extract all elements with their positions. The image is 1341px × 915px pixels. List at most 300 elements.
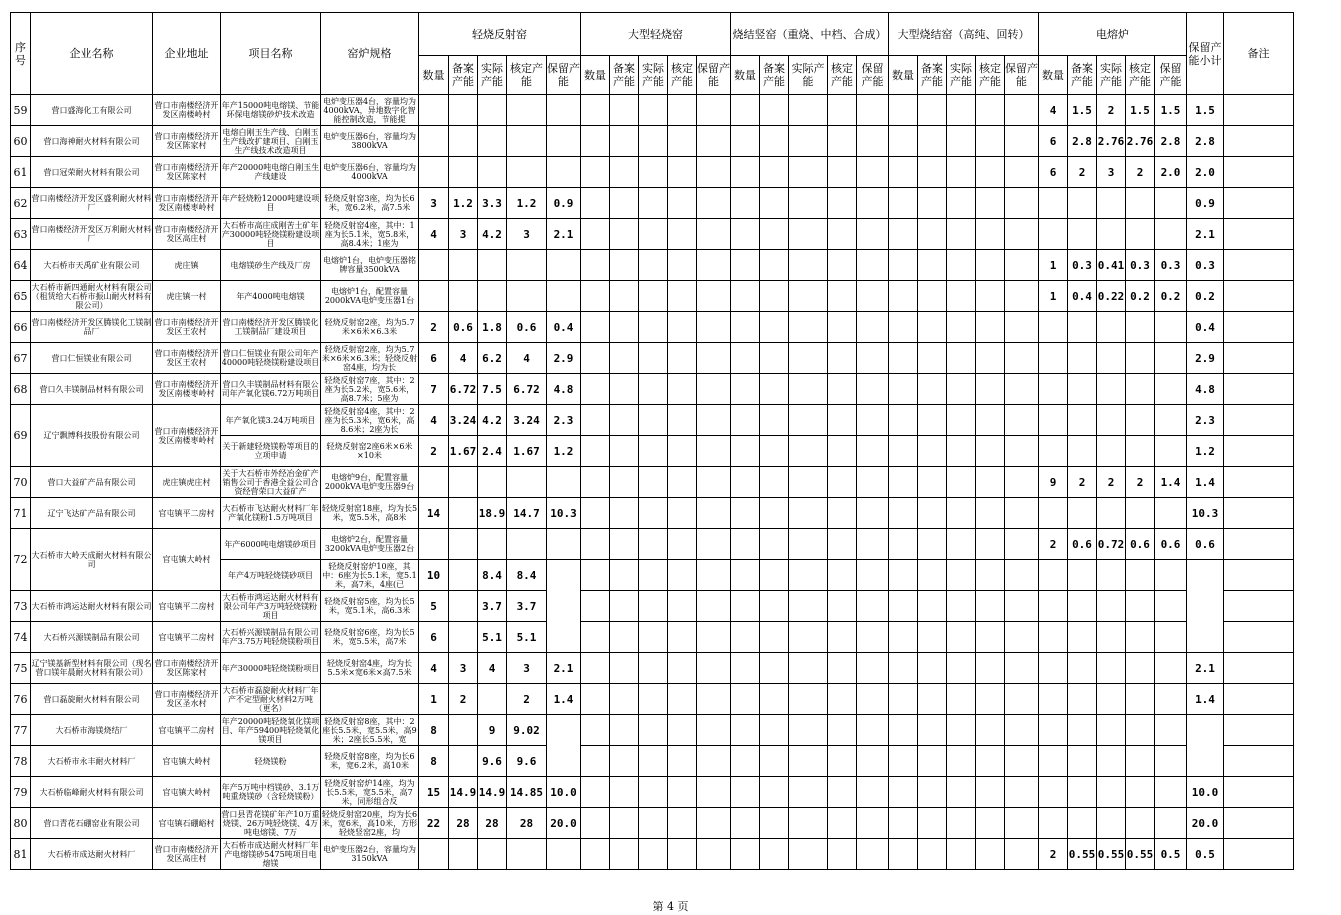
empty-cell [697, 467, 731, 498]
electric-value [1068, 436, 1097, 467]
capacity-table [10, 12, 1294, 870]
row-total: 1.2 [1187, 436, 1224, 467]
subheader-cell: 数量 [889, 56, 918, 95]
empty-cell [889, 591, 918, 622]
empty-cell [857, 343, 889, 374]
empty-cell [1005, 529, 1039, 560]
empty-cell [581, 560, 610, 591]
row-company: 营口大益矿产品有限公司 [31, 467, 153, 498]
light-kiln-value: 6 [419, 622, 449, 653]
row-total: 10.0 [1187, 777, 1224, 808]
light-kiln-value: 1 [419, 684, 449, 715]
empty-cell [918, 715, 947, 746]
empty-cell [947, 684, 976, 715]
empty-cell [610, 157, 639, 188]
subheader-cell: 实际产能 [789, 56, 828, 95]
empty-cell [857, 281, 889, 312]
row-seq: 64 [11, 250, 31, 281]
electric-value: 2.76 [1097, 126, 1126, 157]
empty-cell [697, 157, 731, 188]
row-total [1187, 560, 1224, 653]
empty-cell [639, 622, 668, 653]
empty-cell [947, 281, 976, 312]
electric-value [1068, 622, 1097, 653]
row-remark [1224, 405, 1294, 436]
header-kiln: 窑炉规格 [321, 13, 419, 95]
empty-cell [918, 591, 947, 622]
row-project: 大石桥兴源镁制品有限公司年产3.75万吨轻烧镁粉项目 [221, 622, 321, 653]
electric-value [1068, 684, 1097, 715]
electric-value [1155, 777, 1187, 808]
empty-cell [976, 560, 1005, 591]
row-seq: 63 [11, 219, 31, 250]
row-total: 2.1 [1187, 653, 1224, 684]
row-project: 大石桥市鸿运达耐火材料有限公司年产3万吨轻烧镁粉项目 [222, 592, 319, 620]
empty-cell [889, 405, 918, 436]
electric-value [1155, 188, 1187, 219]
empty-cell [889, 343, 918, 374]
row-project: 大石桥市飞达耐火材料厂年产氧化镁粉1.5万吨项目 [221, 498, 321, 529]
empty-cell [1005, 715, 1039, 746]
electric-value [1097, 188, 1126, 219]
electric-value [1039, 219, 1068, 250]
empty-cell [976, 777, 1005, 808]
empty-cell [668, 684, 697, 715]
light-kiln-value: 4 [419, 653, 449, 684]
row-remark [1224, 529, 1294, 560]
empty-cell [760, 653, 789, 684]
electric-value: 0.22 [1097, 281, 1126, 312]
empty-cell [1005, 312, 1039, 343]
electric-value [1126, 591, 1155, 622]
electric-value: 1.5 [1126, 95, 1155, 126]
row-project: 营口仁恒镁业有限公司年产40000吨轻烧镁粉建设项目 [221, 343, 321, 374]
empty-cell [639, 839, 668, 870]
empty-cell [947, 653, 976, 684]
empty-cell [581, 250, 610, 281]
empty-cell [668, 374, 697, 405]
light-kiln-value [478, 157, 507, 188]
empty-cell [857, 436, 889, 467]
empty-cell [697, 777, 731, 808]
empty-cell [857, 405, 889, 436]
empty-cell [976, 405, 1005, 436]
electric-value [1068, 591, 1097, 622]
row-seq: 77 [11, 715, 31, 746]
electric-value: 2 [1068, 467, 1097, 498]
row-kiln: 轻烧反射窑5座，均为长5米，宽5.1米，高6.3米 [321, 591, 419, 622]
row-address: 官屯镇大岭村 [153, 529, 221, 591]
row-remark [1224, 808, 1294, 839]
empty-cell [789, 374, 828, 405]
row-kiln: 电炉变压器6台，容量均为3800kVA [321, 126, 419, 157]
table-row [11, 405, 1294, 436]
empty-cell [828, 219, 857, 250]
empty-cell [731, 746, 760, 777]
row-remark [1224, 777, 1294, 808]
empty-cell [828, 405, 857, 436]
light-kiln-value [449, 622, 478, 653]
empty-cell [1005, 126, 1039, 157]
empty-cell [697, 808, 731, 839]
empty-cell [697, 839, 731, 870]
row-remark [1224, 622, 1294, 653]
row-address: 营口市南楼经济开发区王农村 [153, 343, 221, 374]
electric-value: 1 [1039, 250, 1068, 281]
empty-cell [610, 684, 639, 715]
empty-cell [610, 591, 639, 622]
empty-cell [697, 653, 731, 684]
row-company: 大石桥市新四通耐火材料有限公司（租赁给大石桥市振山耐火材料有限公司） [31, 282, 152, 310]
empty-cell [760, 498, 789, 529]
empty-cell [731, 188, 760, 219]
row-total: 2.3 [1187, 405, 1224, 436]
light-kiln-value [507, 467, 547, 498]
row-address: 营口市南楼经济开发区陈家村 [153, 157, 221, 188]
empty-cell [828, 653, 857, 684]
row-company: 辽宁镁基新型材料有限公司（现名营口镁年晨耐火材料有限公司） [31, 653, 153, 684]
light-kiln-value [547, 250, 581, 281]
electric-value [1068, 188, 1097, 219]
row-seq: 78 [11, 746, 31, 777]
empty-cell [857, 560, 889, 591]
empty-cell [889, 746, 918, 777]
empty-cell [976, 808, 1005, 839]
empty-cell [610, 312, 639, 343]
row-project: 年产30000吨轻烧镁粉项目 [221, 653, 321, 684]
empty-cell [828, 343, 857, 374]
light-kiln-value: 4 [419, 219, 449, 250]
row-kiln: 轻烧反射窑6座，均为长5米，宽5.5米，高7米 [321, 622, 419, 653]
header-group-large-sinter: 大型烧结窑（高纯、回转） [889, 13, 1039, 56]
empty-cell [581, 529, 610, 560]
empty-cell [731, 250, 760, 281]
light-kiln-value: 3 [449, 653, 478, 684]
empty-cell [581, 777, 610, 808]
empty-cell [976, 188, 1005, 219]
row-kiln: 电炉变压器6台，容量均为4000kVA [321, 157, 419, 188]
empty-cell [828, 715, 857, 746]
page-footer: 第 4 页 [652, 900, 689, 913]
light-kiln-value [449, 560, 478, 591]
table-row [11, 808, 1294, 839]
empty-cell [789, 777, 828, 808]
row-company: 营口仁恒镁业有限公司 [31, 343, 153, 374]
empty-cell [918, 498, 947, 529]
electric-value [1155, 622, 1187, 653]
row-company: 大石桥市大岭天成耐火材料有限公司 [31, 529, 153, 591]
electric-value [1126, 374, 1155, 405]
light-kiln-value: 10.0 [547, 777, 581, 808]
empty-cell [760, 126, 789, 157]
empty-cell [889, 250, 918, 281]
table-row [11, 777, 1294, 808]
light-kiln-value: 2.4 [478, 436, 507, 467]
subheader-cell: 实际产能 [947, 56, 976, 95]
empty-cell [947, 405, 976, 436]
empty-cell [639, 374, 668, 405]
light-kiln-value [547, 157, 581, 188]
empty-cell [889, 653, 918, 684]
empty-cell [610, 405, 639, 436]
electric-value [1155, 374, 1187, 405]
light-kiln-value: 9 [478, 715, 507, 746]
row-address: 官屯镇平二房村 [153, 622, 221, 653]
electric-value [1097, 436, 1126, 467]
empty-cell [889, 777, 918, 808]
empty-cell [1005, 653, 1039, 684]
empty-cell [760, 808, 789, 839]
empty-cell [581, 467, 610, 498]
empty-cell [889, 529, 918, 560]
row-total: 1.5 [1187, 95, 1224, 126]
empty-cell [697, 622, 731, 653]
empty-cell [976, 467, 1005, 498]
light-kiln-value [547, 126, 581, 157]
light-kiln-value: 6 [419, 343, 449, 374]
light-kiln-value: 2 [419, 312, 449, 343]
empty-cell [789, 312, 828, 343]
electric-value [1097, 498, 1126, 529]
electric-value [1068, 715, 1097, 746]
empty-cell [697, 343, 731, 374]
empty-cell [918, 95, 947, 126]
light-kiln-value: 4.2 [478, 219, 507, 250]
subheader-cell: 实际产能 [639, 56, 668, 95]
subheader-cell: 核定产能 [668, 56, 697, 95]
electric-value [1097, 746, 1126, 777]
empty-cell [918, 126, 947, 157]
light-kiln-value [507, 529, 547, 560]
row-company: 营口盛海化工有限公司 [31, 95, 153, 126]
empty-cell [610, 498, 639, 529]
empty-cell [760, 312, 789, 343]
row-kiln: 电炉变压器2台，容量均为3150kVA [321, 839, 419, 870]
empty-cell [1005, 498, 1039, 529]
row-address: 官屯镇平二房村 [153, 591, 221, 622]
row-kiln: 轻烧反射窑2座6米×6米×10米 [321, 436, 419, 467]
row-company: 大石桥临峰耐火材料有限公司 [31, 777, 153, 808]
subheader-cell: 数量 [1039, 56, 1068, 95]
row-total: 4.8 [1187, 374, 1224, 405]
light-kiln-value: 0.6 [449, 312, 478, 343]
empty-cell [889, 126, 918, 157]
light-kiln-value [449, 529, 478, 560]
empty-cell [760, 715, 789, 746]
empty-cell [857, 157, 889, 188]
subheader-cell: 核定产能 [1126, 56, 1155, 95]
empty-cell [828, 188, 857, 219]
empty-cell [947, 95, 976, 126]
row-project: 电熔白刚玉生产线、白刚玉生产线改扩建项目、白刚玉生产线技术改造项目 [222, 127, 319, 155]
electric-value [1068, 746, 1097, 777]
empty-cell [697, 95, 731, 126]
electric-value [1039, 560, 1068, 591]
light-kiln-value [478, 684, 507, 715]
electric-value [1097, 343, 1126, 374]
empty-cell [639, 467, 668, 498]
electric-value [1039, 343, 1068, 374]
row-kiln: 轻烧反射窑3座，均为长6米，宽6.2米，高7.5米 [321, 188, 419, 219]
electric-value [1155, 343, 1187, 374]
empty-cell [947, 622, 976, 653]
empty-cell [918, 219, 947, 250]
light-kiln-value: 6.72 [449, 374, 478, 405]
empty-cell [731, 591, 760, 622]
empty-cell [581, 219, 610, 250]
empty-cell [857, 312, 889, 343]
empty-cell [668, 343, 697, 374]
light-kiln-value: 3 [507, 219, 547, 250]
electric-value [1126, 219, 1155, 250]
row-address: 营口市南楼经济开发区南楼枣岭村 [153, 374, 221, 405]
empty-cell [918, 157, 947, 188]
empty-cell [668, 591, 697, 622]
light-kiln-value: 1.67 [449, 436, 478, 467]
empty-cell [731, 622, 760, 653]
row-total: 2.9 [1187, 343, 1224, 374]
electric-value: 6 [1039, 126, 1068, 157]
row-kiln [321, 684, 419, 715]
empty-cell [976, 126, 1005, 157]
empty-cell [697, 715, 731, 746]
empty-cell [760, 560, 789, 591]
empty-cell [789, 839, 828, 870]
light-kiln-value [449, 591, 478, 622]
empty-cell [857, 467, 889, 498]
table-row [11, 281, 1294, 312]
subheader-cell: 核定产能 [507, 56, 547, 95]
empty-cell [668, 560, 697, 591]
empty-cell [789, 405, 828, 436]
row-kiln: 轻烧反射窑2座，均为5.7米×6米×6.3米 [321, 312, 419, 343]
electric-value [1039, 312, 1068, 343]
electric-value [1097, 591, 1126, 622]
empty-cell [889, 684, 918, 715]
light-kiln-value: 28 [478, 808, 507, 839]
row-company: 辽宁飞达矿产品有限公司 [31, 498, 153, 529]
empty-cell [639, 560, 668, 591]
row-remark [1224, 467, 1294, 498]
empty-cell [639, 312, 668, 343]
empty-cell [918, 436, 947, 467]
empty-cell [857, 591, 889, 622]
row-total [1187, 715, 1224, 777]
light-kiln-value [419, 95, 449, 126]
empty-cell [889, 188, 918, 219]
row-kiln: 电熔炉9台，配置容量2000kVA电炉变压器9台 [321, 467, 419, 498]
empty-cell [731, 126, 760, 157]
row-company: 大石桥市海镁烧结厂 [31, 715, 153, 746]
subheader-cell: 保留产能 [547, 56, 581, 95]
light-kiln-value: 4.8 [547, 374, 581, 405]
electric-value [1126, 560, 1155, 591]
empty-cell [918, 653, 947, 684]
light-kiln-value: 8.4 [507, 560, 547, 591]
empty-cell [857, 374, 889, 405]
electric-value: 0.4 [1068, 281, 1097, 312]
electric-value: 2.8 [1155, 126, 1187, 157]
row-remark [1224, 312, 1294, 343]
light-kiln-value: 10.3 [547, 498, 581, 529]
row-kiln: 轻烧反射窑18座，均为长5米，宽5.5米，高8米 [321, 498, 419, 529]
row-address: 营口市南楼经济开发区圣水村 [153, 684, 221, 715]
empty-cell [947, 839, 976, 870]
empty-cell [828, 250, 857, 281]
empty-cell [610, 374, 639, 405]
light-kiln-value: 2 [507, 684, 547, 715]
light-kiln-value [449, 467, 478, 498]
row-kiln: 轻烧反射窑4座，其中：1座为长5.1米，宽5.8米，高8.4米；1座为 [321, 219, 419, 250]
light-kiln-value: 0.4 [547, 312, 581, 343]
empty-cell [731, 219, 760, 250]
electric-value: 2.8 [1068, 126, 1097, 157]
row-remark [1224, 126, 1294, 157]
empty-cell [947, 715, 976, 746]
row-address: 虎庄镇一村 [153, 281, 221, 312]
row-seq: 62 [11, 188, 31, 219]
electric-value [1039, 405, 1068, 436]
empty-cell [918, 343, 947, 374]
row-total: 2.1 [1187, 219, 1224, 250]
table-row [11, 467, 1294, 498]
electric-value [1068, 777, 1097, 808]
empty-cell [947, 436, 976, 467]
electric-value [1155, 653, 1187, 684]
empty-cell [1005, 808, 1039, 839]
table-row [11, 839, 1294, 870]
empty-cell [947, 250, 976, 281]
subheader-cell: 实际产能 [478, 56, 507, 95]
subheader-cell: 备案产能 [1068, 56, 1097, 95]
light-kiln-value [449, 95, 478, 126]
empty-cell [828, 591, 857, 622]
row-remark [1224, 591, 1294, 622]
empty-cell [789, 126, 828, 157]
electric-value [1039, 777, 1068, 808]
empty-cell [857, 839, 889, 870]
empty-cell [760, 374, 789, 405]
empty-cell [789, 653, 828, 684]
empty-cell [639, 281, 668, 312]
empty-cell [581, 281, 610, 312]
table-body [11, 95, 1294, 870]
electric-value [1155, 436, 1187, 467]
electric-value [1126, 746, 1155, 777]
electric-value: 1.5 [1155, 95, 1187, 126]
empty-cell [639, 95, 668, 126]
empty-cell [639, 684, 668, 715]
empty-cell [639, 157, 668, 188]
row-address: 官屯镇大岭村 [153, 746, 221, 777]
subheader-cell: 保留产能 [697, 56, 731, 95]
electric-value: 2 [1126, 467, 1155, 498]
empty-cell [760, 467, 789, 498]
empty-cell [889, 312, 918, 343]
light-kiln-value [547, 281, 581, 312]
light-kiln-value [419, 529, 449, 560]
empty-cell [1005, 157, 1039, 188]
light-kiln-value [449, 250, 478, 281]
row-seq: 66 [11, 312, 31, 343]
empty-cell [976, 374, 1005, 405]
row-seq: 73 [11, 591, 31, 622]
empty-cell [857, 529, 889, 560]
empty-cell [731, 529, 760, 560]
electric-value [1155, 405, 1187, 436]
table-row [11, 374, 1294, 405]
empty-cell [581, 436, 610, 467]
